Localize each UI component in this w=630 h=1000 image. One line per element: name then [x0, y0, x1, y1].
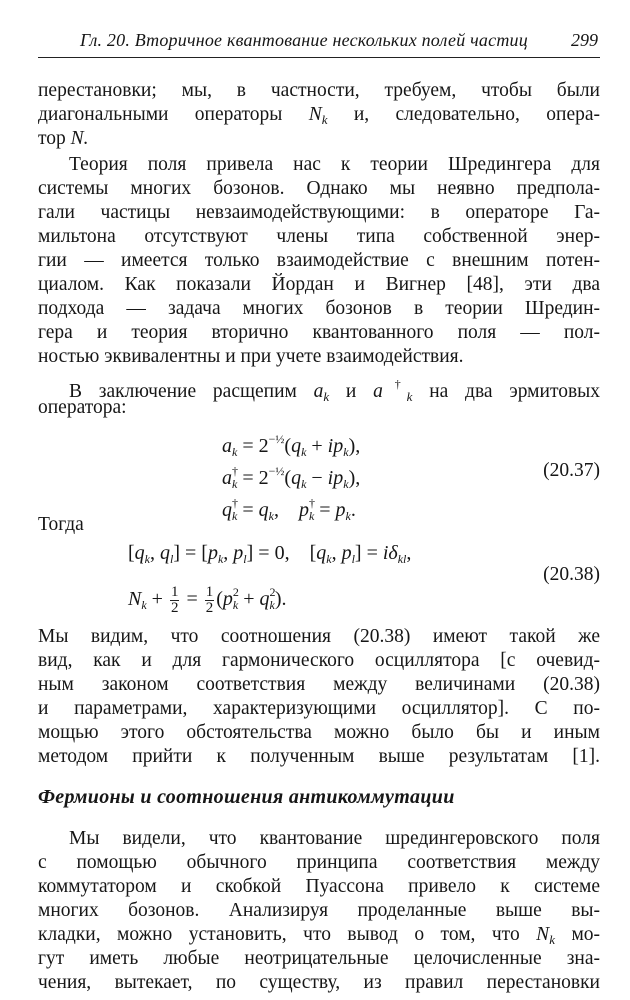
text-line: многих бозонов. Анализируя проделанные выше вы- — [38, 900, 600, 921]
text-line: гии — имеется только взаимодействие с внешним потен- — [38, 250, 600, 271]
text-line: системы многих бозонов. Однако мы неявно предпола- — [38, 178, 600, 199]
text-line: тор N. — [38, 128, 89, 149]
equation-line: $q^\dagger_k = q_k$, $p^\dagger_k = p_k$. — [222, 496, 356, 523]
math-a-k: $a_k$ — [313, 381, 330, 404]
text-line: циалом. Как показали Йордан и Вигнер [48], эти два — [38, 274, 600, 295]
equation-line: [$q_k$, $q_l] = [p_k$, $p_l] = 0$, [$q_k$, $p_l] = i\delta_{kl}$, — [128, 542, 412, 566]
math-N-k: $N_k$ — [536, 924, 555, 947]
text-line: коммутатором и скобкой Пуассона привело к системе — [38, 876, 600, 897]
text-line: чения, вытекает, по существу, из правил перестановки — [38, 972, 600, 993]
text-line: гут иметь любые неотрицательные целочисленные зна- — [38, 948, 600, 969]
text-line: вид, как и для гармонического осциллятора [с очевид- — [38, 650, 600, 671]
text-line: перестановки; мы, в частности, требуем, чтобы были — [38, 80, 600, 101]
text-line: ным законом соответствия между величинами (20.38) — [38, 674, 600, 695]
math-N-k: $N_k$ — [308, 104, 328, 127]
page-header — [38, 30, 600, 54]
section-heading: Фермионы и соотношения антикоммутации — [38, 786, 455, 808]
equation-number: (20.38) — [543, 564, 600, 585]
text-line: гали частицы невзаимодействующими: в операторе Га- — [38, 202, 600, 223]
text-line: Тогда — [38, 514, 84, 535]
text-line: ностью эквивалентны и при учете взаимодействия. — [38, 346, 464, 367]
text-line: методом прийти к полученным выше результатам [1]. — [38, 746, 600, 767]
equation-line: $a^\dagger_k = 2^{-\frac{1}{2}}(q_k - ip_k)$, — [222, 464, 361, 491]
text-line: Теория поля привела нас к теории Шредингера для — [69, 154, 600, 175]
text-line: подхода — задача многих бозонов в теории Шредин- — [38, 298, 600, 319]
running-title: Гл. 20. Вторичное квантование нескольких полей частиц — [80, 30, 528, 50]
equation-line: $N_k$ + $\frac{1}{2}$ = $\frac{1}{2}$ $(p^2_k + q^2_k)$. — [128, 583, 287, 616]
page-number: 299 — [571, 30, 598, 50]
text-line: оператора: — [38, 397, 127, 418]
text-line: мощью этого обстоятельства можно было бы и иным — [38, 722, 600, 743]
text-line: гера и теория вторично квантованного поля — пол- — [38, 322, 600, 343]
text-line: и параметрами, характеризующими осциллятор]. С по- — [38, 698, 600, 719]
equation-number: (20.37) — [543, 460, 600, 481]
text-line: кладки, можно установить, что вывод о том, что $N_k$ мо- — [38, 924, 601, 947]
math-N: N. — [70, 128, 89, 149]
text-line: Мы видим, что соотношения (20.38) имеют такой же — [38, 626, 600, 647]
text-line: В заключение расщепим $a_k$ и $a^\dagger_k$ на два эрмитовых — [69, 377, 601, 404]
text-line: Мы видели, что квантование шредингеровского поля — [69, 828, 600, 849]
text-line: мильтона отсутствуют члены типа собственной энер- — [38, 226, 600, 247]
text-line: диагональными операторы $N_k$ и, следовательно, опера- — [38, 104, 600, 127]
math-a-k-dagger: $a^\dagger_k$ — [373, 377, 413, 404]
equation-line: $a_k = 2^{-\frac{1}{2}}(q_k + ip_k)$, — [222, 432, 361, 459]
text-line: с помощью обычного принципа соответствия между — [38, 852, 600, 873]
header-rule — [38, 57, 600, 58]
